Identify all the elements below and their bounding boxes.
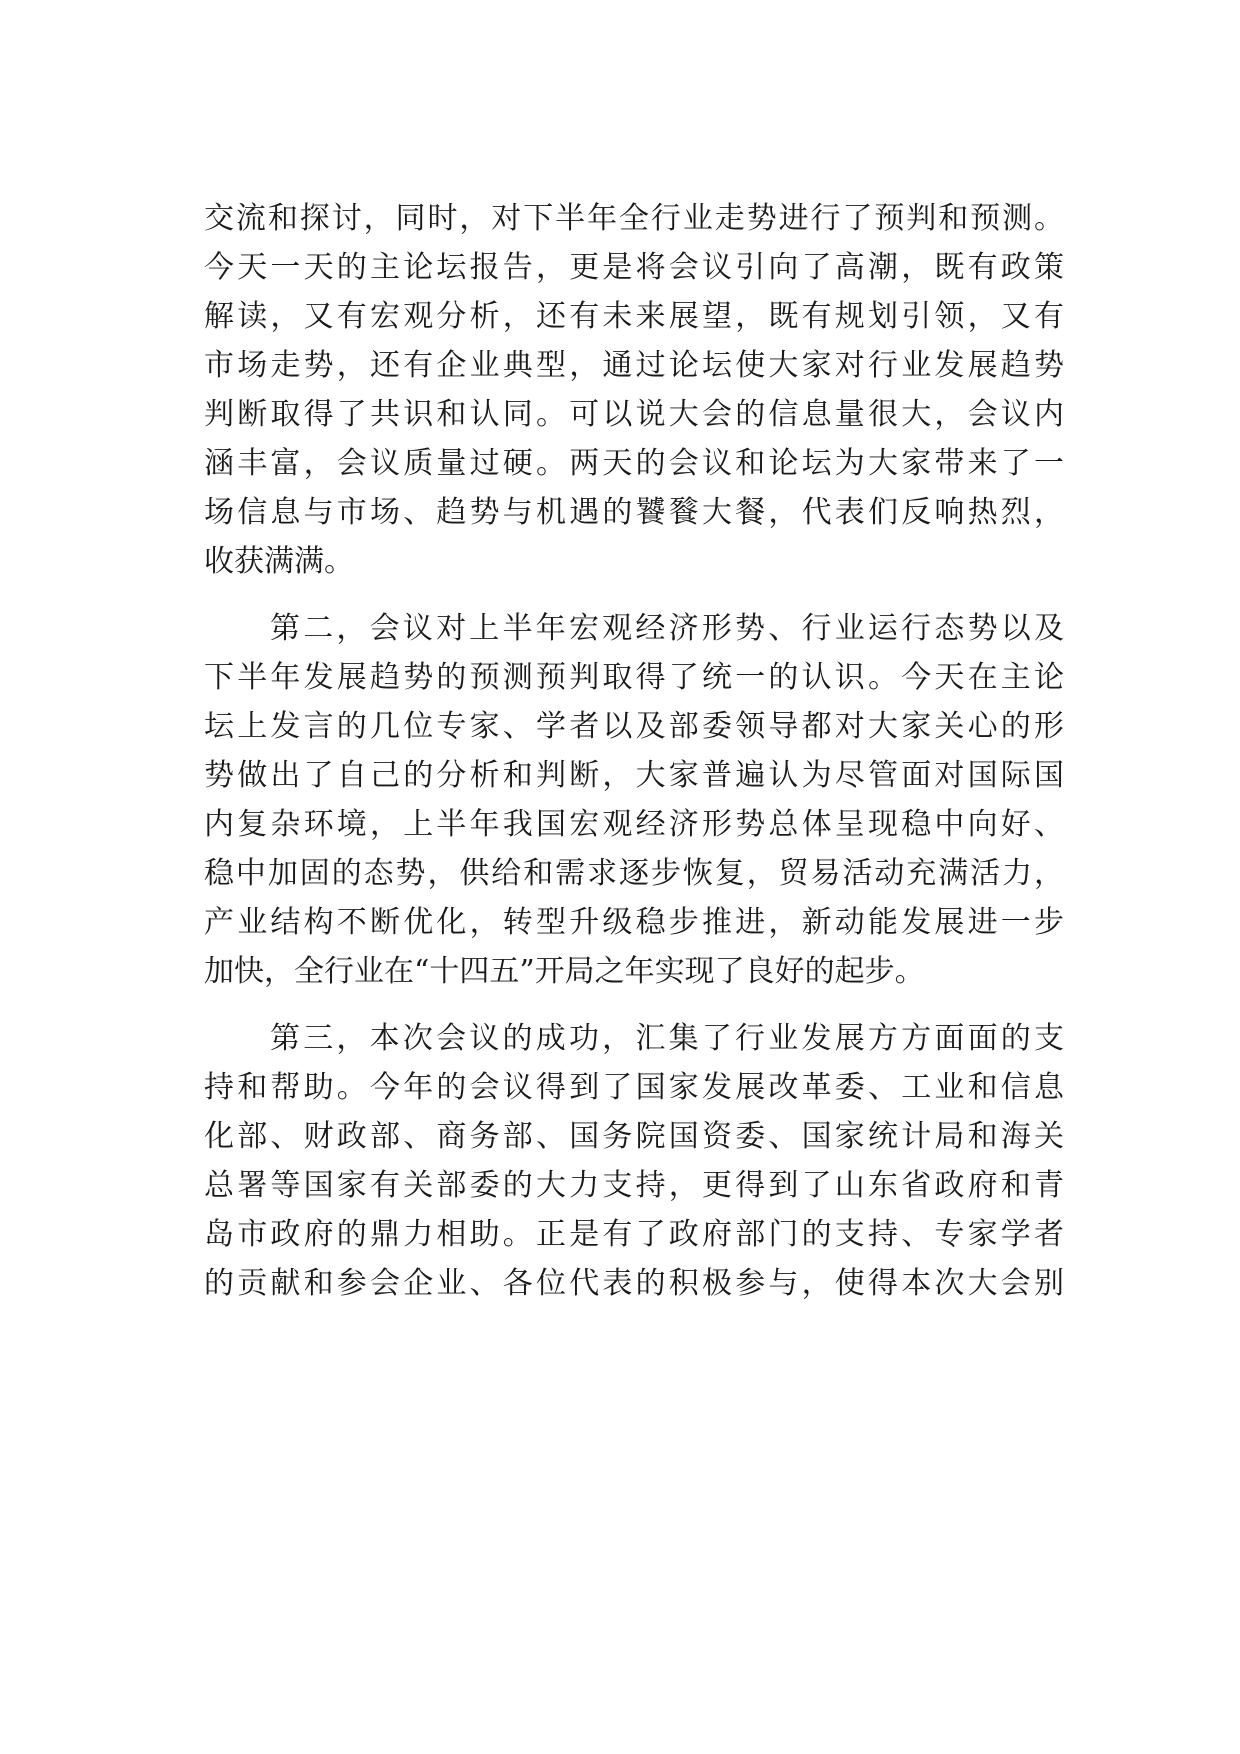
text-line: 加快，全行业在“十四五”开局之年实现了良好的起步。 [204,954,925,989]
text-line: 坛上发言的几位专家、学者以及部委领导都对大家关心的形 [204,709,1064,744]
paragraph-spacer [204,996,1064,1014]
text-line: 总署等国家有关部委的大力支持，更得到了山东省政府和青 [204,1168,1064,1203]
text-line: 第三，本次会议的成功，汇集了行业发展方方面面的支 [270,1021,1064,1056]
text-line: 收获满满。 [204,544,354,579]
paragraph-2 [204,604,1064,996]
text-line: 内复杂环境，上半年我国宏观经济形势总体呈现稳中向好、 [204,807,1064,842]
body-text [204,194,1064,1308]
text-line: 市场走势，还有企业典型，通过论坛使大家对行业发展趋势 [204,348,1064,383]
text-line: 岛市政府的鼎力相助。正是有了政府部门的支持、专家学者 [204,1217,1064,1252]
text-line: 下半年发展趋势的预测预判取得了统一的认识。今天在主论 [204,660,1064,695]
text-line: 产业结构不断优化，转型升级稳步推进，新动能发展进一步 [204,905,1064,940]
paragraph-3 [204,1014,1064,1308]
text-line: 今天一天的主论坛报告，更是将会议引向了高潮，既有政策 [204,250,1064,285]
paragraph-1 [204,194,1064,586]
text-line: 持和帮助。今年的会议得到了国家发展改革委、工业和信息 [204,1070,1064,1105]
text-line: 解读，又有宏观分析，还有未来展望，既有规划引领，又有 [204,299,1064,334]
text-line: 势做出了自己的分析和判断，大家普遍认为尽管面对国际国 [204,758,1064,793]
paragraph-spacer [204,586,1064,604]
text-line: 判断取得了共识和认同。可以说大会的信息量很大，会议内 [204,397,1064,432]
text-line: 第二，会议对上半年宏观经济形势、行业运行态势以及 [270,611,1064,646]
text-line: 交流和探讨，同时，对下半年全行业走势进行了预判和预测。 [204,201,1064,236]
text-line: 的贡献和参会企业、各位代表的积极参与，使得本次大会别 [204,1266,1064,1301]
text-line: 稳中加固的态势，供给和需求逐步恢复，贸易活动充满活力， [204,856,1064,891]
text-line: 涵丰富，会议质量过硬。两天的会议和论坛为大家带来了一 [204,446,1064,481]
text-line: 场信息与市场、趋势与机遇的饕餮大餐，代表们反响热烈， [204,495,1064,530]
text-line: 化部、财政部、商务部、国务院国资委、国家统计局和海关 [204,1119,1064,1154]
